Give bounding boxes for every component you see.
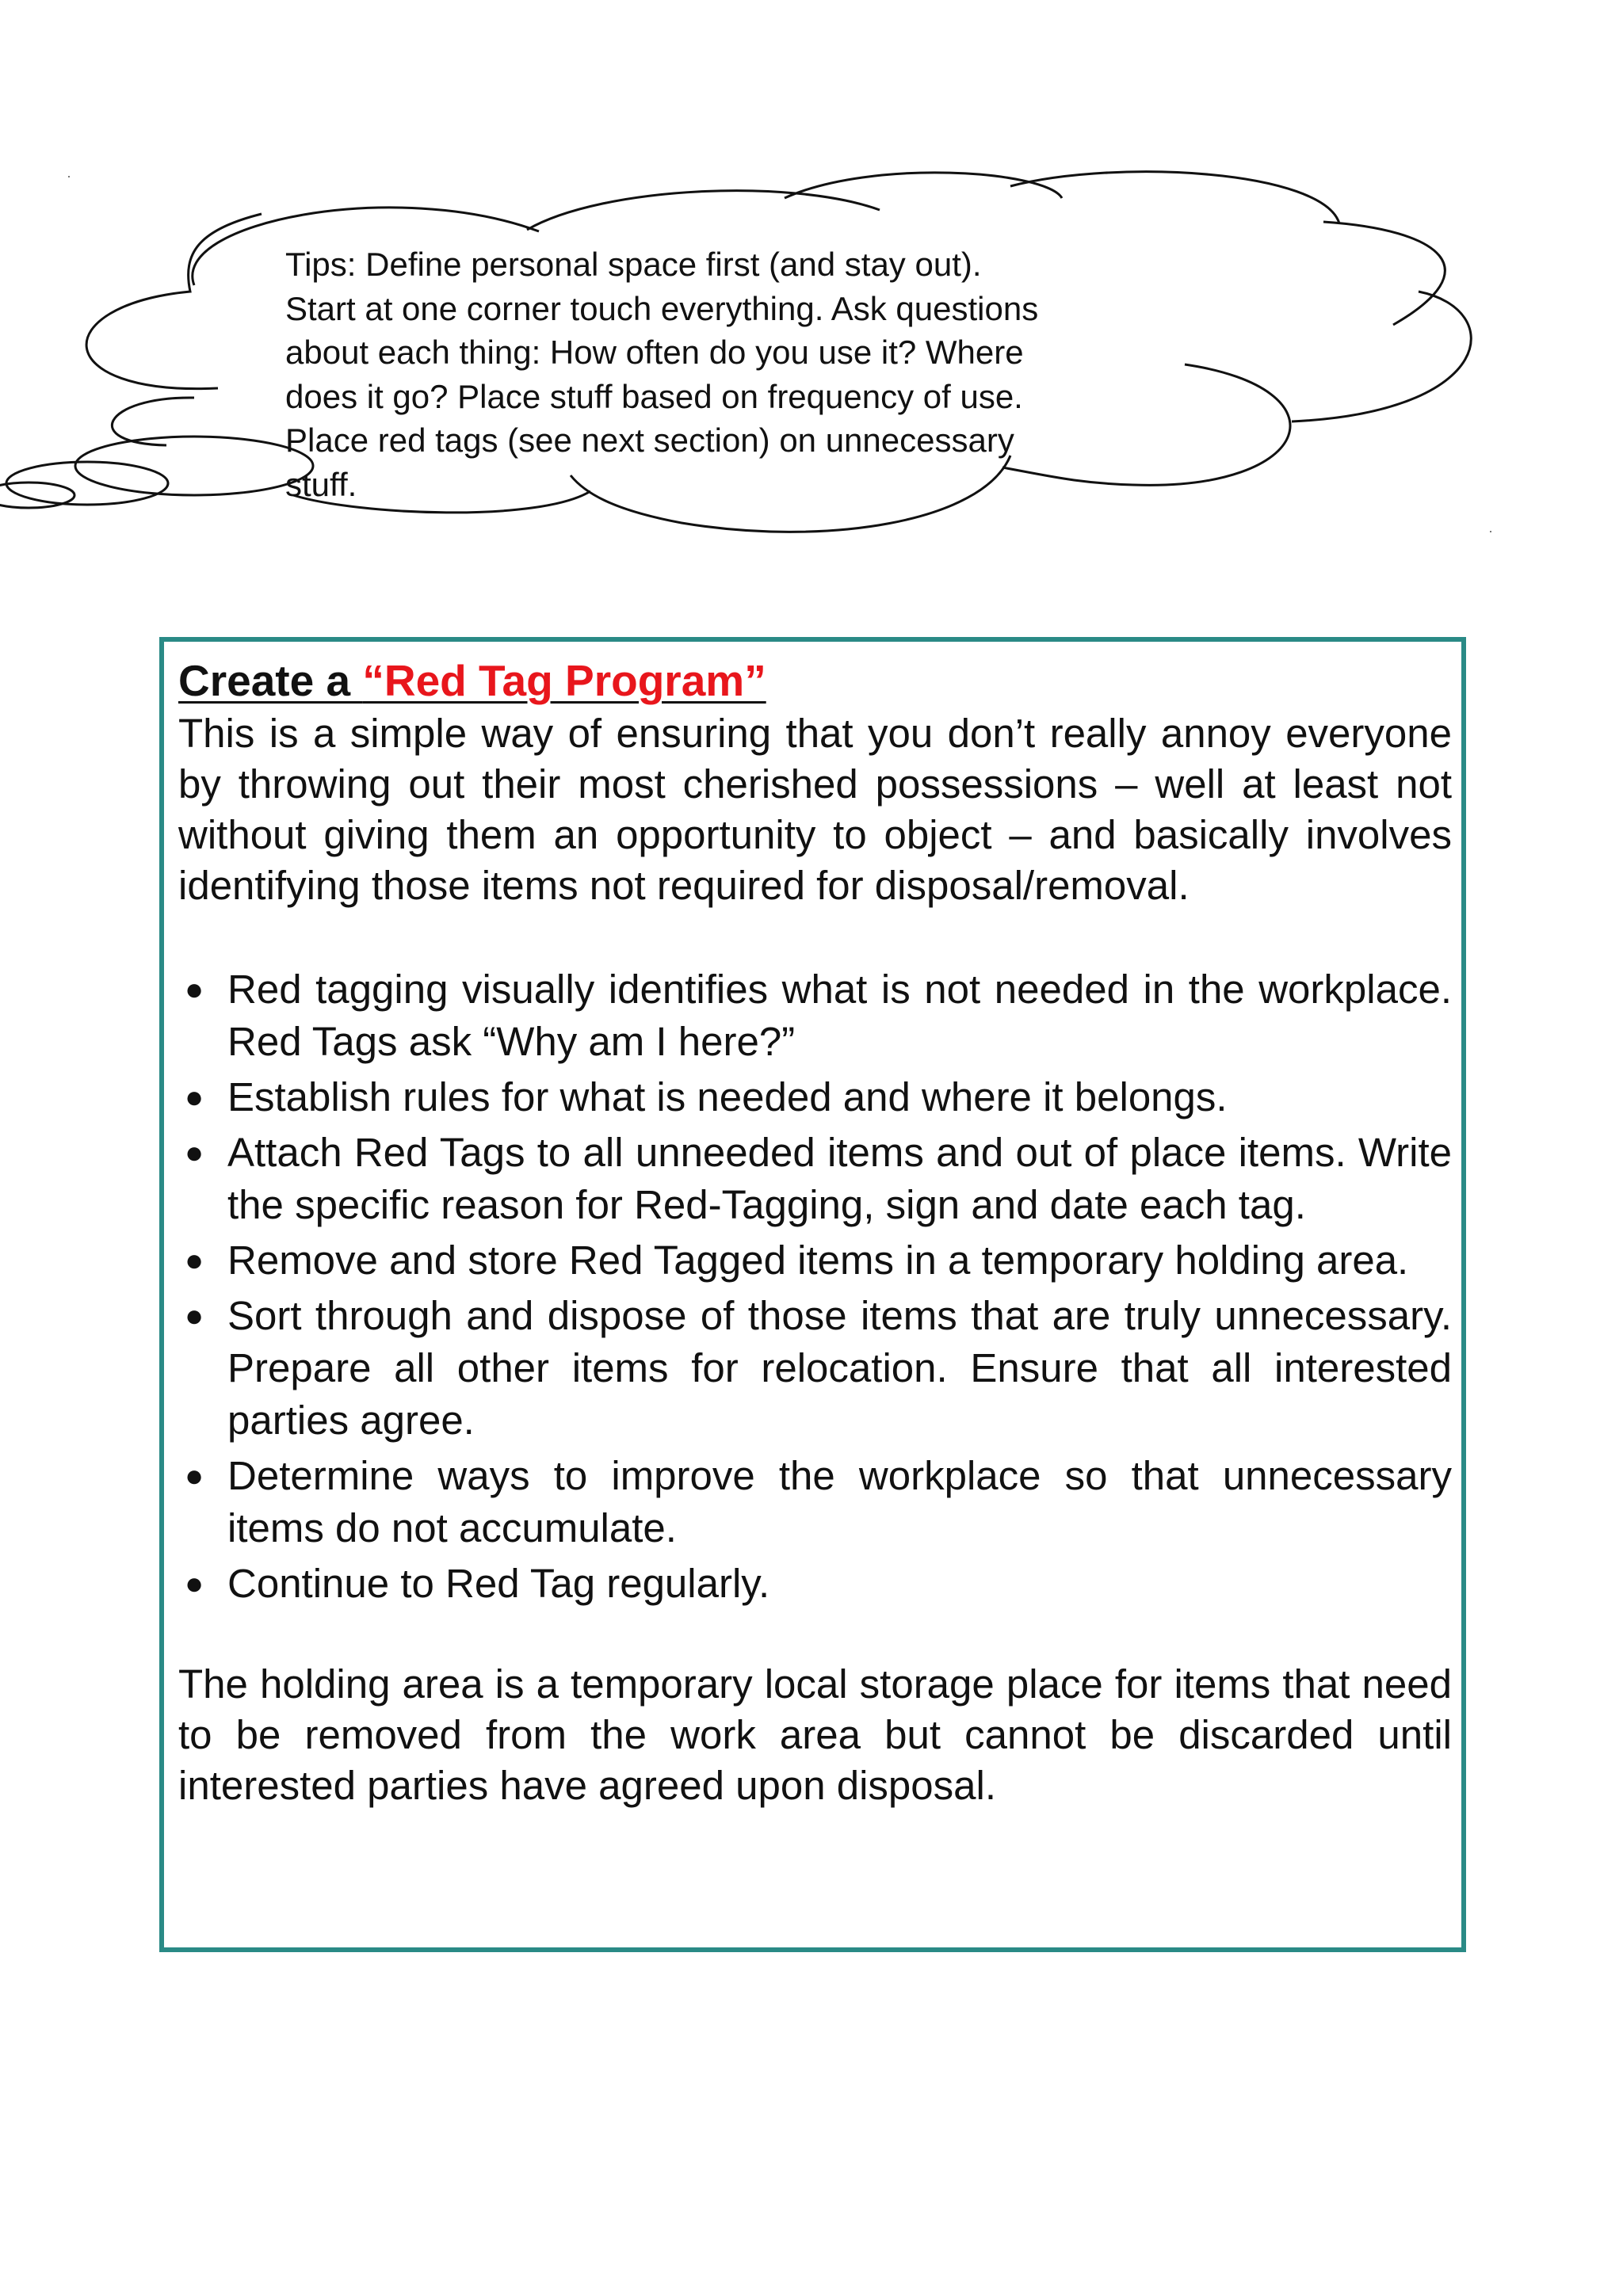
bullet-icon: ●	[185, 1243, 204, 1278]
holding-area-paragraph: The holding area is a temporary local storage place for items that need to be removed from the work area but cannot be discarded until interested parties have agreed upon disposal.	[178, 1661, 1452, 1808]
list-item	[178, 1071, 1452, 1123]
cloud-lobe-far-right	[1292, 292, 1471, 421]
cloud-bubble-small	[0, 482, 74, 508]
stray-dot-right	[1490, 531, 1491, 532]
stray-dot-left	[68, 176, 70, 177]
cloud-bubble-large	[75, 437, 313, 495]
red-tag-program-content	[178, 653, 1452, 1811]
list-item	[178, 1127, 1452, 1231]
bullet-icon: ●	[185, 1566, 204, 1601]
red-tag-steps-list	[178, 963, 1452, 1610]
bullet-icon: ●	[185, 1135, 204, 1170]
cloud-lobe-top-center	[527, 191, 880, 230]
list-item-text: Determine ways to improve the workplace so that unnecessary items do not accumulate.	[227, 1453, 1452, 1550]
intro-paragraph: This is a simple way of ensuring that you don’t really annoy everyone by throwing out their most cherished possessions – well at least not without giving them an opportunity to object – and basically involves identifying those items not required for disposal/removal.	[178, 711, 1452, 908]
cloud-lobe-left	[86, 214, 262, 389]
list-item-text: Sort through and dispose of those items that are truly unnecessary. Prepare all other items for relocation. Ensure that all interested parties agree.	[227, 1293, 1452, 1443]
red-tag-program-box	[159, 637, 1466, 1952]
heading-prefix: Create a	[178, 656, 363, 705]
bullet-icon: ●	[185, 1299, 204, 1333]
cloud-lobe-right	[1323, 222, 1445, 325]
tips-text: Tips: Define personal space first (and stay out). Start at one corner touch everything. Ask questions about each thing: How often do you use it? Where does it go? Place stuff based on frequency of use. Place red tags (see next section) on unnecessary stuff.	[285, 246, 1039, 503]
list-item-text: Continue to Red Tag regularly.	[227, 1561, 770, 1606]
list-item-text: Establish rules for what is needed and where it belongs.	[227, 1074, 1228, 1119]
list-item	[178, 963, 1452, 1068]
cloud-lobe-top-right	[785, 173, 1062, 198]
list-item	[178, 1290, 1452, 1447]
list-item-text: Red tagging visually identifies what is not needed in the workplace. Red Tags ask “Why am I here?”	[227, 967, 1452, 1064]
list-item-text: Remove and store Red Tagged items in a temporary holding area.	[227, 1238, 1409, 1283]
bullet-icon: ●	[185, 1459, 204, 1493]
heading-red-tag-program: “Red Tag Program”	[362, 656, 766, 705]
bullet-icon: ●	[185, 1080, 204, 1115]
list-item	[178, 1234, 1452, 1287]
section-heading	[178, 653, 1452, 708]
bullet-icon: ●	[185, 972, 204, 1007]
list-item	[178, 1558, 1452, 1610]
list-item	[178, 1450, 1452, 1554]
cloud-lobe-right-top	[1010, 172, 1339, 223]
list-item-text: Attach Red Tags to all unneeded items and out of place items. Write the specific reason for Red-Tagging, sign and date each tag.	[227, 1130, 1452, 1227]
